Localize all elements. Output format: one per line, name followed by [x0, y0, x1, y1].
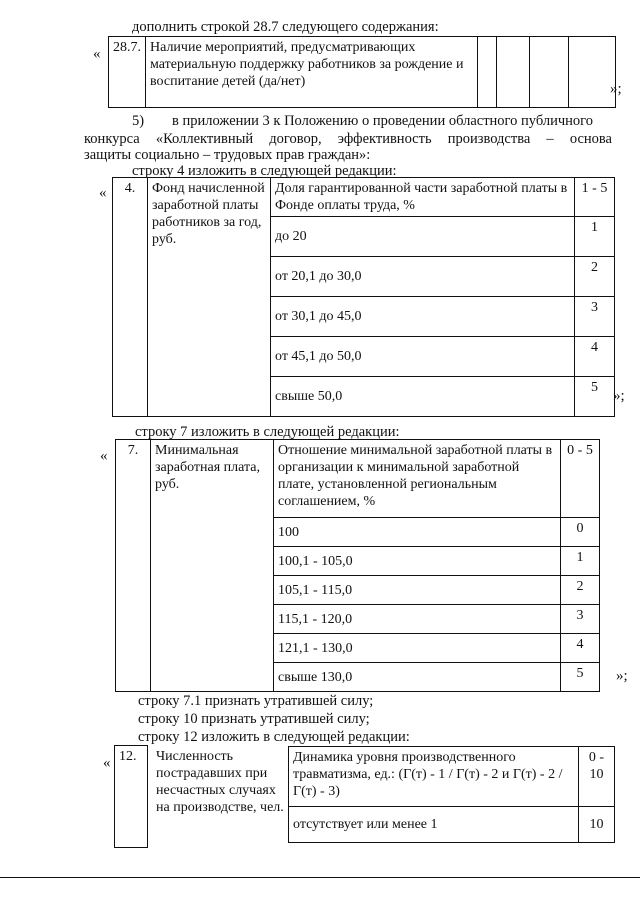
empty-cell: [569, 37, 616, 108]
intro-28-7: дополнить строкой 28.7 следующего содержания:: [132, 19, 439, 35]
row-4-intro: строку 4 изложить в следующей редакции:: [132, 163, 397, 179]
row-number: 7.: [116, 440, 151, 692]
option-label: 100,1 - 105,0: [274, 547, 561, 576]
open-quote: «: [103, 755, 111, 771]
option-score: 10: [579, 806, 615, 842]
item-5-line-2: конкурса «Коллективный договор, эффективность производства – основа: [84, 131, 612, 147]
close-quote: »;: [610, 81, 622, 97]
score-range: 0 - 5: [561, 440, 600, 518]
open-quote: «: [93, 46, 101, 62]
empty-cell: [497, 37, 530, 108]
option-score: 1: [575, 217, 615, 257]
row-12-intro: строку 12 изложить в следующей редакции:: [138, 729, 410, 745]
row-7-1-text: строку 7.1 признать утратившей силу;: [138, 693, 374, 709]
row-number: 12.: [115, 746, 148, 848]
indicator-text: Динамика уровня производственного травматизма, ед.: (Г(т) - 1 / Г(т) - 2 и Г(т) - 2 / Г(т) - 3): [289, 746, 579, 806]
option-label: свыше 130,0: [274, 663, 561, 692]
close-quote: »;: [613, 388, 625, 404]
row-number: 4.: [113, 178, 148, 417]
indicator-block: [288, 746, 615, 848]
row-number: 28.7.: [109, 37, 146, 108]
table-row-28-7: [108, 36, 616, 108]
table-row-4: [112, 177, 615, 417]
row-10-text: строку 10 признать утратившей силу;: [138, 711, 370, 727]
indicator-text: Отношение минимальной заработной платы в организации к минимальной заработной плате, установленной региональным соглашением, %: [274, 440, 561, 518]
option-label: от 30,1 до 45,0: [271, 297, 575, 337]
option-score: 5: [561, 663, 600, 692]
row-text: Наличие мероприятий, предусматривающих материальную поддержку работников за рождение и воспитание детей (да/нет): [146, 37, 478, 108]
indicator-text: Доля гарантированной части заработной платы в Фонде оплаты труда, %: [271, 178, 575, 217]
option-score: 2: [575, 257, 615, 297]
item-5-line-1: в приложении 3 к Положению о проведении областного публичного: [172, 113, 593, 129]
item-5-number: 5): [132, 113, 145, 129]
row-7-intro: строку 7 изложить в следующей редакции:: [135, 424, 400, 440]
open-quote: «: [100, 448, 108, 464]
option-label: 105,1 - 115,0: [274, 576, 561, 605]
score-range: 1 - 5: [575, 178, 615, 217]
option-score: 0: [561, 518, 600, 547]
option-label: свыше 50,0: [271, 377, 575, 417]
option-label: 100: [274, 518, 561, 547]
close-quote: »;: [616, 668, 628, 684]
table-row-7: [115, 439, 600, 692]
option-score: 3: [561, 605, 600, 634]
table-row-12: [114, 745, 615, 848]
score-range: 0 - 10: [579, 746, 615, 806]
option-label: от 45,1 до 50,0: [271, 337, 575, 377]
empty-cell: [530, 37, 569, 108]
item-5-line-3: защиты социально – трудовых прав граждан»:: [84, 147, 371, 163]
option-label: до 20: [271, 217, 575, 257]
option-score: 3: [575, 297, 615, 337]
option-score: 4: [561, 634, 600, 663]
indicator-table: [288, 746, 615, 843]
row-name: Минимальная заработная плата, руб.: [151, 440, 274, 692]
option-label: 121,1 - 130,0: [274, 634, 561, 663]
bottom-rule: [0, 877, 640, 878]
option-score: 2: [561, 576, 600, 605]
option-score: 4: [575, 337, 615, 377]
row-name: Фонд начисленной заработной платы работников за год, руб.: [148, 178, 271, 417]
option-label: 115,1 - 120,0: [274, 605, 561, 634]
option-score: 1: [561, 547, 600, 576]
option-label: от 20,1 до 30,0: [271, 257, 575, 297]
empty-cell: [478, 37, 497, 108]
open-quote: «: [99, 185, 107, 201]
option-score: 5: [575, 377, 615, 417]
option-label: отсутствует или менее 1: [289, 806, 579, 842]
row-name: Численность пострадавших при несчастных случаях на производстве, чел.: [156, 748, 284, 815]
